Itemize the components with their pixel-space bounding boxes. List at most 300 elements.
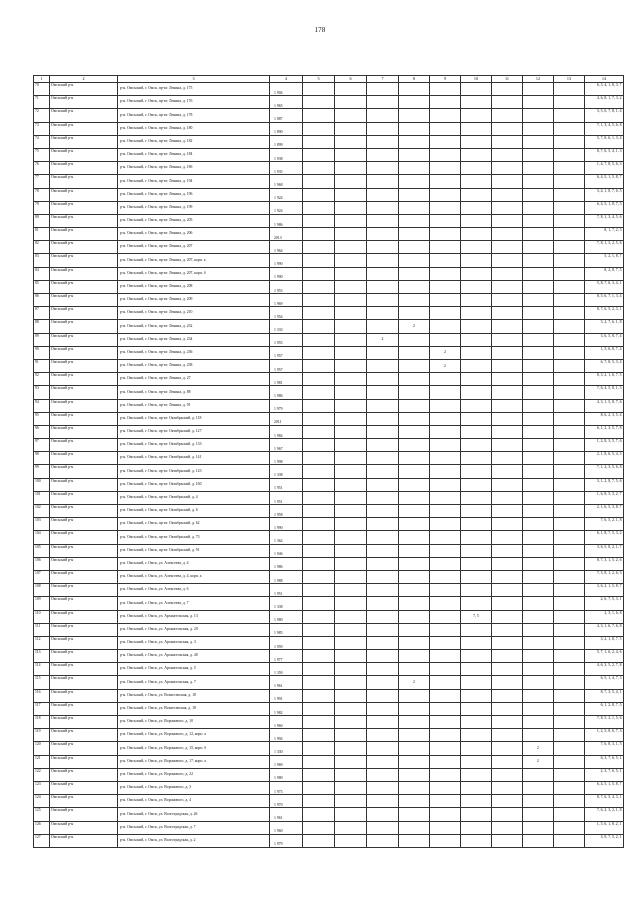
mark-cell-col9	[430, 518, 461, 531]
mark-cell-col8-text: 2	[413, 323, 415, 328]
mark-cell-col10	[461, 584, 492, 597]
year-cell	[270, 399, 303, 412]
address-cell	[118, 280, 270, 293]
code-cell: 6, 5, 1, 4, 7, 3	[585, 676, 624, 689]
mark-cell-col11	[492, 610, 523, 623]
mark-cell-col12	[523, 821, 554, 834]
mark-cell-col9	[430, 373, 461, 386]
address-cell	[118, 333, 270, 346]
code-cell: 6, 4, 5, 1, 5, 8, 7	[585, 175, 624, 188]
mark-cell-col9	[430, 768, 461, 781]
mark-cell-col11	[492, 162, 523, 175]
mark-cell-col7	[367, 531, 399, 544]
row-number: 122	[34, 768, 50, 781]
mark-cell-col13	[554, 214, 585, 227]
mark-cell-col11	[492, 307, 523, 320]
code-cell: 4, 3, 1, 5, 8, 7, 6	[585, 399, 624, 412]
mark-cell-col11	[492, 781, 523, 794]
mark-cell-col6	[335, 663, 367, 676]
year-cell-text: 1 935	[274, 169, 283, 174]
district-cell: Омсьский р-н	[50, 386, 118, 399]
table-body	[34, 83, 624, 848]
mark-cell-col11	[492, 557, 523, 570]
table-row	[34, 491, 624, 504]
mark-cell-col9	[430, 557, 461, 570]
mark-cell-col12	[523, 676, 554, 689]
mark-cell-col5	[303, 742, 335, 755]
address-cell-text: р-н. Омсьский, г. Омск, пр-кт. Ленина, д. 199	[120, 204, 193, 209]
address-cell	[118, 214, 270, 227]
mark-cell-col8	[399, 636, 430, 649]
mark-cell-col7	[367, 359, 399, 372]
table-row	[34, 544, 624, 557]
address-cell-text: р-н. Омсьский, г. Омск, пр-кт. Ленина, д. 27	[120, 376, 191, 381]
year-cell-text: 1 982	[274, 710, 283, 715]
code-cell: 6, 5, 4, 1, 8, 3, 7	[585, 83, 624, 96]
mark-cell-col8	[399, 214, 430, 227]
mark-cell-col11	[492, 267, 523, 280]
mark-cell-col9	[430, 359, 461, 372]
district-cell: Омсьский р-н	[50, 729, 118, 742]
mark-cell-col8	[399, 491, 430, 504]
mark-cell-col9	[430, 584, 461, 597]
column-header: 14	[585, 76, 624, 83]
district-cell: Омсьский р-н	[50, 346, 118, 359]
mark-cell-col5	[303, 491, 335, 504]
year-cell	[270, 557, 303, 570]
mark-cell-col10	[461, 610, 492, 623]
mark-cell-col7	[367, 254, 399, 267]
mark-cell-col7	[367, 676, 399, 689]
table-row	[34, 175, 624, 188]
mark-cell-col12	[523, 122, 554, 135]
mark-cell-col7	[367, 742, 399, 755]
address-cell	[118, 689, 270, 702]
mark-cell-col12	[523, 148, 554, 161]
row-number: 116	[34, 689, 50, 702]
address-cell-text: р-н. Омсьский, г. Омск, ул. Вознесенская, д. 18	[120, 706, 196, 710]
table-row	[34, 280, 624, 293]
table-row	[34, 148, 624, 161]
address-cell-text: р-н. Омсьский, г. Омск, пр-кт. Ленина, д. 178	[120, 112, 193, 117]
code-cell: 4, 3, 1, 6, 7, 6, 8	[585, 623, 624, 636]
year-cell-text: 1 957	[274, 367, 283, 372]
mark-cell-col8	[399, 768, 430, 781]
district-cell: Омсьский р-н	[50, 821, 118, 834]
table-row	[34, 320, 624, 333]
mark-cell-col5	[303, 148, 335, 161]
mark-cell-col12	[523, 346, 554, 359]
mark-cell-col9	[430, 83, 461, 96]
mark-cell-col12	[523, 175, 554, 188]
mark-cell-col9	[430, 702, 461, 715]
mark-cell-col13	[554, 333, 585, 346]
code-cell: 7, 8, 5, 2, 1, 5, 6	[585, 716, 624, 729]
row-number: 104	[34, 531, 50, 544]
table-row	[34, 623, 624, 636]
year-cell	[270, 518, 303, 531]
year-cell-text: 1 980	[274, 776, 283, 781]
year-cell	[270, 412, 303, 425]
mark-cell-col8	[399, 320, 430, 333]
row-number: 92	[34, 373, 50, 386]
mark-cell-col13	[554, 478, 585, 491]
table-row	[34, 228, 624, 241]
mark-cell-col6	[335, 505, 367, 518]
mark-cell-col11	[492, 109, 523, 122]
mark-cell-col8	[399, 175, 430, 188]
mark-cell-col8	[399, 584, 430, 597]
mark-cell-col6	[335, 518, 367, 531]
district-cell: Омсьский р-н	[50, 307, 118, 320]
mark-cell-col8	[399, 505, 430, 518]
address-cell-text: р-н. Омсьский, г. Омск, пр-кт. Ленина, д. 182	[120, 138, 193, 143]
mark-cell-col13	[554, 491, 585, 504]
year-cell	[270, 676, 303, 689]
table-row	[34, 742, 624, 755]
mark-cell-col6	[335, 544, 367, 557]
mark-cell-col13	[554, 201, 585, 214]
mark-cell-col9	[430, 755, 461, 768]
mark-cell-col6	[335, 254, 367, 267]
mark-cell-col7	[367, 755, 399, 768]
address-cell	[118, 228, 270, 241]
row-number: 108	[34, 584, 50, 597]
mark-cell-col9	[430, 122, 461, 135]
mark-cell-col6	[335, 636, 367, 649]
code-cell: 6, 1, 8, 7, 5, 3, 2	[585, 531, 624, 544]
mark-cell-col8	[399, 307, 430, 320]
year-cell	[270, 294, 303, 307]
address-cell-text: р-н. Омсьский, г. Омск, пр-кт. Ленина, д. 175	[120, 86, 193, 91]
row-number: 105	[34, 544, 50, 557]
mark-cell-col9	[430, 228, 461, 241]
mark-cell-col12-text: 2	[537, 759, 539, 764]
mark-cell-col5	[303, 716, 335, 729]
mark-cell-col8	[399, 755, 430, 768]
mark-cell-col9	[430, 214, 461, 227]
table-row	[34, 399, 624, 412]
mark-cell-col5	[303, 795, 335, 808]
mark-cell-col13	[554, 307, 585, 320]
mark-cell-col13	[554, 320, 585, 333]
mark-cell-col8	[399, 781, 430, 794]
mark-cell-col12	[523, 808, 554, 821]
mark-cell-col6	[335, 320, 367, 333]
address-cell	[118, 359, 270, 372]
mark-cell-col6	[335, 781, 367, 794]
mark-cell-col5	[303, 214, 335, 227]
district-cell: Омсьский р-н	[50, 650, 118, 663]
code-cell: 8, 7, 3, 1, 5, 2, 6	[585, 557, 624, 570]
district-cell: Омсьский р-н	[50, 214, 118, 227]
mark-cell-col7	[367, 148, 399, 161]
column-header: 1	[34, 76, 50, 83]
address-cell	[118, 544, 270, 557]
mark-cell-col8	[399, 821, 430, 834]
year-cell-text: 1 969	[274, 301, 283, 306]
mark-cell-col10	[461, 307, 492, 320]
address-cell-text: р-н. Омсьский, г. Омск, ул. Волгоградская, д. 26	[120, 811, 198, 816]
mark-cell-col5	[303, 294, 335, 307]
mark-cell-col9	[430, 676, 461, 689]
mark-cell-col13	[554, 834, 585, 847]
row-number: 114	[34, 663, 50, 676]
mark-cell-col7	[367, 294, 399, 307]
mark-cell-col7	[367, 821, 399, 834]
code-cell: 8, 7, 6, 5, 2, 3, 1	[585, 307, 624, 320]
mark-cell-col8	[399, 109, 430, 122]
address-cell-text: р-н. Омсьский, г. Омск, пр-кт. Ленина, д. 207, корп. б	[120, 270, 206, 275]
district-cell: Омсьский р-н	[50, 373, 118, 386]
district-cell: Омсьский р-н	[50, 610, 118, 623]
address-cell-text: р-н. Омсьский, г. Омск, ул. Архангельская, д. 20	[120, 626, 198, 631]
row-number: 111	[34, 623, 50, 636]
table-row	[34, 346, 624, 359]
mark-cell-col7	[367, 623, 399, 636]
district-cell: Омсьский р-н	[50, 465, 118, 478]
mark-cell-col11	[492, 650, 523, 663]
mark-cell-col10	[461, 148, 492, 161]
mark-cell-col11	[492, 280, 523, 293]
mark-cell-col11	[492, 584, 523, 597]
code-cell: 1, 4, 7, 8, 5, 6, 3	[585, 162, 624, 175]
mark-cell-col10	[461, 320, 492, 333]
address-cell	[118, 346, 270, 359]
mark-cell-col8	[399, 570, 430, 583]
mark-cell-col9	[430, 742, 461, 755]
mark-cell-col8	[399, 439, 430, 452]
mark-cell-col13	[554, 175, 585, 188]
mark-cell-col7	[367, 702, 399, 715]
district-cell: Омсьский р-н	[50, 702, 118, 715]
district-cell: Омсьский р-н	[50, 320, 118, 333]
mark-cell-col5	[303, 544, 335, 557]
row-number: 94	[34, 399, 50, 412]
address-cell-text: р-н. Омсьский, г. Омск, пр-кт. Ленина, д. 234	[120, 336, 193, 341]
year-cell	[270, 584, 303, 597]
code-cell: 5, 2, 7, 6, 1, 8	[585, 320, 624, 333]
year-cell	[270, 491, 303, 504]
address-cell	[118, 742, 270, 755]
mark-cell-col12	[523, 505, 554, 518]
row-number: 87	[34, 307, 50, 320]
mark-cell-col9	[430, 96, 461, 109]
code-cell: 8, 6, 2, 3, 5, 4	[585, 412, 624, 425]
mark-cell-col9	[430, 544, 461, 557]
mark-cell-col5	[303, 228, 335, 241]
district-cell: Омсьский р-н	[50, 254, 118, 267]
address-cell-text: р-н. Омсьский, г. Омск, пр-кт. Октябрьский, д. 160	[120, 481, 202, 486]
mark-cell-col12	[523, 623, 554, 636]
table-row	[34, 412, 624, 425]
column-header: 4	[270, 76, 303, 83]
mark-cell-col12	[523, 333, 554, 346]
mark-cell-col11	[492, 373, 523, 386]
mark-cell-col6	[335, 452, 367, 465]
mark-cell-col7	[367, 584, 399, 597]
mark-cell-col13	[554, 689, 585, 702]
year-cell	[270, 716, 303, 729]
row-number: 110	[34, 610, 50, 623]
mark-cell-col9	[430, 597, 461, 610]
mark-cell-col7	[367, 109, 399, 122]
code-cell: 2, 3, 7, 6, 5, 1	[585, 768, 624, 781]
mark-cell-col6	[335, 228, 367, 241]
mark-cell-col11	[492, 135, 523, 148]
address-cell	[118, 241, 270, 254]
address-cell	[118, 729, 270, 742]
code-cell: 1, 6, 8, 5, 3, 2, 7	[585, 491, 624, 504]
mark-cell-col7	[367, 808, 399, 821]
mark-cell-col12	[523, 188, 554, 201]
year-cell	[270, 452, 303, 465]
year-cell	[270, 597, 303, 610]
address-cell	[118, 557, 270, 570]
mark-cell-col5	[303, 373, 335, 386]
address-cell	[118, 452, 270, 465]
code-cell: 8, 2, 8, 7, 5	[585, 267, 624, 280]
mark-cell-col8	[399, 544, 430, 557]
row-number: 118	[34, 716, 50, 729]
address-cell-text: р-н. Омсьский, г. Омск, ул. Воронового, д. 3	[120, 785, 192, 790]
mark-cell-col6	[335, 294, 367, 307]
year-cell-text: 1 986	[274, 565, 283, 570]
year-cell-text: 1 986	[274, 394, 283, 398]
table-row	[34, 214, 624, 227]
mark-cell-col13	[554, 122, 585, 135]
row-number: 97	[34, 439, 50, 452]
mark-cell-col6	[335, 122, 367, 135]
address-cell-text: р-н. Омсьский, г. Омск, ул. Архангельская, д. 5	[120, 666, 196, 671]
district-cell: Омсьский р-н	[50, 228, 118, 241]
address-cell	[118, 122, 270, 135]
district-cell: Омсьский р-н	[50, 505, 118, 518]
district-cell: Омсьский р-н	[50, 597, 118, 610]
mark-cell-col12	[523, 254, 554, 267]
mark-cell-col13	[554, 821, 585, 834]
code-cell: 7, 6, 2, 3, 2, 1, 8	[585, 808, 624, 821]
mark-cell-col13	[554, 254, 585, 267]
year-cell-text: 1 970	[274, 802, 283, 807]
year-cell	[270, 650, 303, 663]
address-cell-text: р-н. Омсьский, г. Омск, ул. Алексеева, д. 4	[120, 560, 189, 565]
code-cell: 7, 8, 1, 3, 2, 5, 6	[585, 241, 624, 254]
district-cell: Омсьский р-н	[50, 676, 118, 689]
code-cell: 3, 5, 6, 7, 8, 1, 4	[585, 109, 624, 122]
mark-cell-col12	[523, 834, 554, 847]
mark-cell-col7	[367, 425, 399, 438]
mark-cell-col12	[523, 557, 554, 570]
mark-cell-col6	[335, 795, 367, 808]
table-row	[34, 650, 624, 663]
district-cell: Омсьский р-н	[50, 294, 118, 307]
year-cell	[270, 439, 303, 452]
code-cell: 3, 9, 7, 5, 2, 1	[585, 834, 624, 847]
mark-cell-col12	[523, 491, 554, 504]
mark-cell-col8	[399, 254, 430, 267]
mark-cell-col9	[430, 109, 461, 122]
year-cell	[270, 821, 303, 834]
mark-cell-col9	[430, 412, 461, 425]
mark-cell-col8	[399, 359, 430, 372]
mark-cell-col9	[430, 188, 461, 201]
year-cell-text: 1 955	[274, 341, 283, 346]
mark-cell-col7	[367, 597, 399, 610]
mark-cell-col10	[461, 214, 492, 227]
year-cell	[270, 505, 303, 518]
mark-cell-col6	[335, 109, 367, 122]
mark-cell-col13	[554, 650, 585, 663]
mark-cell-col13	[554, 716, 585, 729]
district-cell: Омсьский р-н	[50, 148, 118, 161]
mark-cell-col12	[523, 518, 554, 531]
year-cell-text: 1 951	[274, 486, 283, 491]
mark-cell-col13	[554, 781, 585, 794]
address-cell	[118, 518, 270, 531]
row-number: 70	[34, 83, 50, 96]
mark-cell-col6	[335, 307, 367, 320]
mark-cell-col10	[461, 689, 492, 702]
table-row	[34, 83, 624, 96]
mark-cell-col7	[367, 610, 399, 623]
row-number: 101	[34, 491, 50, 504]
year-cell-text: 1 946	[274, 552, 283, 557]
mark-cell-col6	[335, 531, 367, 544]
mark-cell-col12	[523, 597, 554, 610]
mark-cell-col6	[335, 148, 367, 161]
table-row	[34, 834, 624, 847]
year-cell-text: 1 968	[274, 183, 283, 187]
address-cell	[118, 610, 270, 623]
row-number: 124	[34, 795, 50, 808]
mark-cell-col8-text: 2	[413, 680, 415, 685]
table-row	[34, 201, 624, 214]
code-cell: 7, 6, 5, 2, 1, 8	[585, 518, 624, 531]
mark-cell-col10	[461, 491, 492, 504]
mark-cell-col11	[492, 505, 523, 518]
mark-cell-col6	[335, 135, 367, 148]
mark-cell-col9	[430, 465, 461, 478]
mark-cell-col10	[461, 359, 492, 372]
mark-cell-col6	[335, 676, 367, 689]
mark-cell-col8	[399, 373, 430, 386]
mark-cell-col10	[461, 623, 492, 636]
mark-cell-col10	[461, 83, 492, 96]
column-header: 9	[430, 76, 461, 83]
mark-cell-col13	[554, 452, 585, 465]
mark-cell-col7-text: 2	[381, 337, 384, 342]
mark-cell-col6	[335, 834, 367, 847]
code-cell: 8, 7, 6, 5, 4, 1, 3	[585, 148, 624, 161]
code-cell: 6, 7, 8, 5, 3, 4	[585, 359, 624, 372]
year-cell-text: 1 362	[274, 539, 283, 544]
code-cell: 1, 5, 6, 1, 8, 2, 1	[585, 821, 624, 834]
year-cell-text: 1 958	[274, 512, 283, 517]
address-cell	[118, 320, 270, 333]
column-header: 12	[523, 76, 554, 83]
mark-cell-col8	[399, 623, 430, 636]
row-number: 84	[34, 267, 50, 280]
mark-cell-col5	[303, 162, 335, 175]
mark-cell-col9	[430, 781, 461, 794]
address-cell-text: р-н. Омсьский, г. Омск, пр-кт. Ленина, д. 184	[120, 152, 193, 157]
year-cell-text: 1 979	[274, 842, 283, 847]
mark-cell-col7	[367, 320, 399, 333]
mark-cell-col13	[554, 702, 585, 715]
mark-cell-col9	[430, 570, 461, 583]
mark-cell-col12	[523, 425, 554, 438]
